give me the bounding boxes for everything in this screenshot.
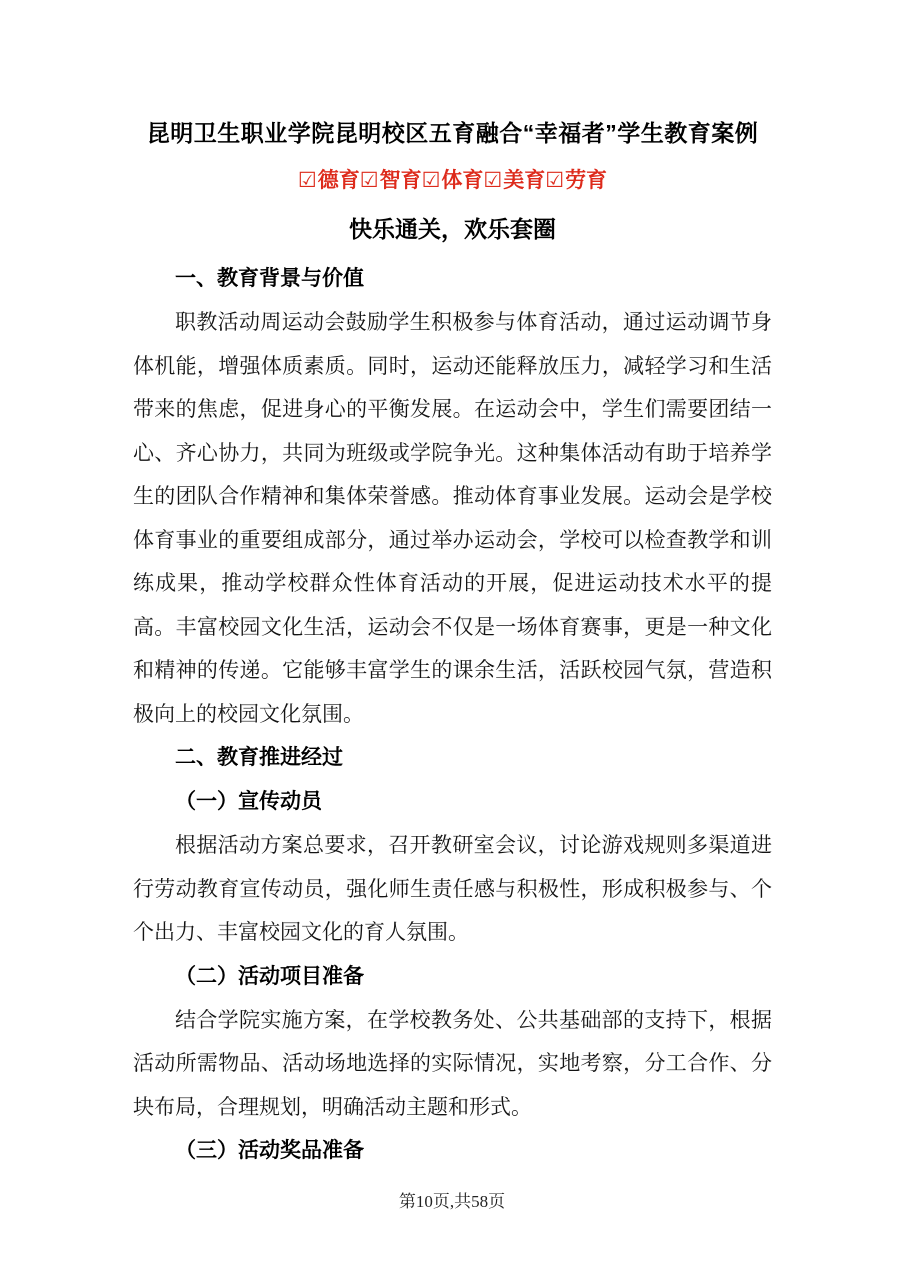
tag-label: 智育 xyxy=(379,169,422,192)
tag-label: 美育 xyxy=(503,169,546,192)
document-subtitle: 快乐通关，欢乐套圈 xyxy=(349,216,556,242)
five-education-tags xyxy=(133,167,772,195)
tag-label: 劳育 xyxy=(565,169,608,192)
section1-paragraph: 职教活动周运动会鼓励学生积极参与体育活动，通过运动调节身体机能，增强体质素质。同时，运动还能释放压力，减轻学习和生活带来的焦虑，促进身心的平衡发展。在运动会中，学生们需要团结一心、齐心协力，共同为班级或学院争光。这种集体活动有助于培养学生的团队合作精神和集体荣誉感。推动体育事业发展。运动会是学校体育事业的重要组成部分，通过举办运动会，学校可以检查教学和训练成果，推动学校群众性体育活动的开展，促进运动技术水平的提高。丰富校园文化生活，运动会不仅是一场体育赛事，更是一种文化和精神的传递。它能够丰富学生的课余生活，活跃校园气氛，营造积极向上的校园文化氛围。 xyxy=(133,310,772,726)
section2-heading: 二、教育推进经过 xyxy=(175,746,343,769)
document-title: 昆明卫生职业学院昆明校区五育融合“幸福者”学生教育案例 xyxy=(146,120,759,146)
tag-meiyu xyxy=(483,169,545,192)
tag-label: 体育 xyxy=(441,169,484,192)
subsection2-paragraph: 结合学院实施方案，在学校教务处、公共基础部的支持下，根据活动所需物品、活动场地选择的实际情况，实地考察，分工合作、分块布局，合理规划，明确活动主题和形式。 xyxy=(133,1007,772,1119)
section1-heading: 一、教育背景与价值 xyxy=(175,267,364,290)
page-number-footer: 第10页,共58页 xyxy=(398,1192,506,1211)
tag-zhiyu xyxy=(360,169,422,192)
tag-deyu xyxy=(298,169,360,192)
checkbox-checked-icon: ☑ xyxy=(297,169,317,192)
tag-tiyu xyxy=(422,169,484,192)
checkbox-checked-icon: ☑ xyxy=(359,169,379,192)
checkbox-checked-icon: ☑ xyxy=(421,169,441,192)
subsection1-heading: （一）宣传动员 xyxy=(175,790,322,813)
subsection1-paragraph: 根据活动方案总要求，召开教研室会议，讨论游戏规则多渠道进行劳动教育宣传动员，强化师生责任感与积极性，形成积极参与、个个出力、丰富校园文化的育人氛围。 xyxy=(133,833,772,944)
subsection2-heading: （二）活动项目准备 xyxy=(175,964,364,988)
checkbox-checked-icon: ☑ xyxy=(483,169,503,192)
checkbox-checked-icon: ☑ xyxy=(545,169,565,192)
subsection3-heading: （三）活动奖品准备 xyxy=(175,1139,364,1162)
tag-laoyu xyxy=(545,169,607,192)
tag-label: 德育 xyxy=(317,169,360,192)
